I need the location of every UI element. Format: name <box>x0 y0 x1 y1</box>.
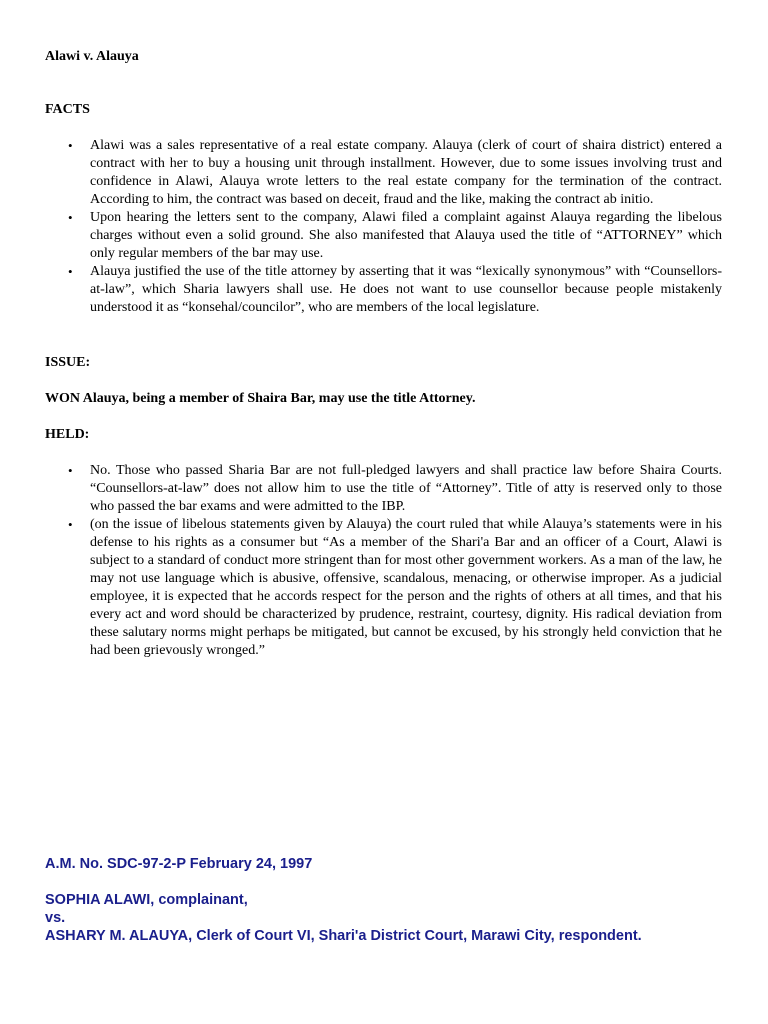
held-item <box>45 516 722 660</box>
facts-item-text: Alawi was a sales representative of a real estate company. Alauya (clerk of court of shaira district) entered a contract with her to buy a housing unit through installment. However, due to some issues involving trust and confidence in Alawi, Alauya wrote letters to the real estate company for the termination of the contract. According to him, the contract was based on deceit, fraud and the like, making the contract ab initio. <box>90 138 722 207</box>
facts-item-text: Alauya justified the use of the title attorney by asserting that it was “lexically synonymous” with “Counsellors-at-law”, which Sharia lawyers shall use. He does not want to use counsellor because people mistakenly understood it as “konsehal/councilor”, who are members of the local legislature. <box>90 264 722 315</box>
bullet-icon: • <box>68 210 73 225</box>
facts-heading: FACTS <box>45 102 90 117</box>
respondent-line: ASHARY M. ALAUYA, Clerk of Court VI, Shari'a District Court, Marawi City, respondent. <box>45 928 642 944</box>
complainant-line: SOPHIA ALAWI, complainant, <box>45 892 248 908</box>
held-heading: HELD: <box>45 427 90 442</box>
issue-heading: ISSUE: <box>45 355 91 370</box>
facts-list <box>45 137 722 317</box>
bullet-icon: • <box>68 517 73 532</box>
case-title: Alawi v. Alauya <box>45 49 139 64</box>
bullet-icon: • <box>68 463 73 478</box>
facts-item <box>45 137 722 209</box>
issue-statement: WON Alauya, being a member of Shaira Bar, may use the title Attorney. <box>45 391 476 406</box>
facts-item-text: Upon hearing the letters sent to the company, Alawi filed a complaint against Alauya regarding the libelous charges without even a solid ground. She also manifested that Alauya used the title of “ATTORNEY” which only regular members of the bar may use. <box>90 210 722 261</box>
case-number: A.M. No. SDC-97-2-P February 24, 1997 <box>45 856 313 872</box>
versus-line: vs. <box>45 910 66 926</box>
held-item-text: No. Those who passed Sharia Bar are not full-pledged lawyers and shall practice law before Shaira Courts. “Counsellors-at-law” does not allow him to use the title of “Attorney”. Title of atty is reserved only to those who passed the bar exams and were admitted to the IBP. <box>90 463 722 514</box>
bullet-icon: • <box>68 264 73 279</box>
bullet-icon: • <box>68 138 73 153</box>
held-item <box>45 462 722 516</box>
facts-item <box>45 263 722 317</box>
held-list <box>45 462 722 660</box>
facts-item <box>45 209 722 263</box>
held-item-text: (on the issue of libelous statements given by Alauya) the court ruled that while Alauya’s statements were in his defense to his rights as a consumer but “As a member of the Shari'a Bar and an officer of a Court, Alawi is subject to a standard of conduct more stringent than for most other government workers. As a man of the law, he may not use language which is abusive, offensive, scandalous, menacing, or otherwise improper. As a judicial employee, it is expected that he accords respect for the person and the rights of others at all times, and that his every act and word should be characterized by prudence, restraint, courtesy, dignity. His radical deviation from these salutary norms might perhaps be mitigated, but cannot be excused, by his strongly held conviction that he had been grievously wronged.” <box>90 517 722 658</box>
